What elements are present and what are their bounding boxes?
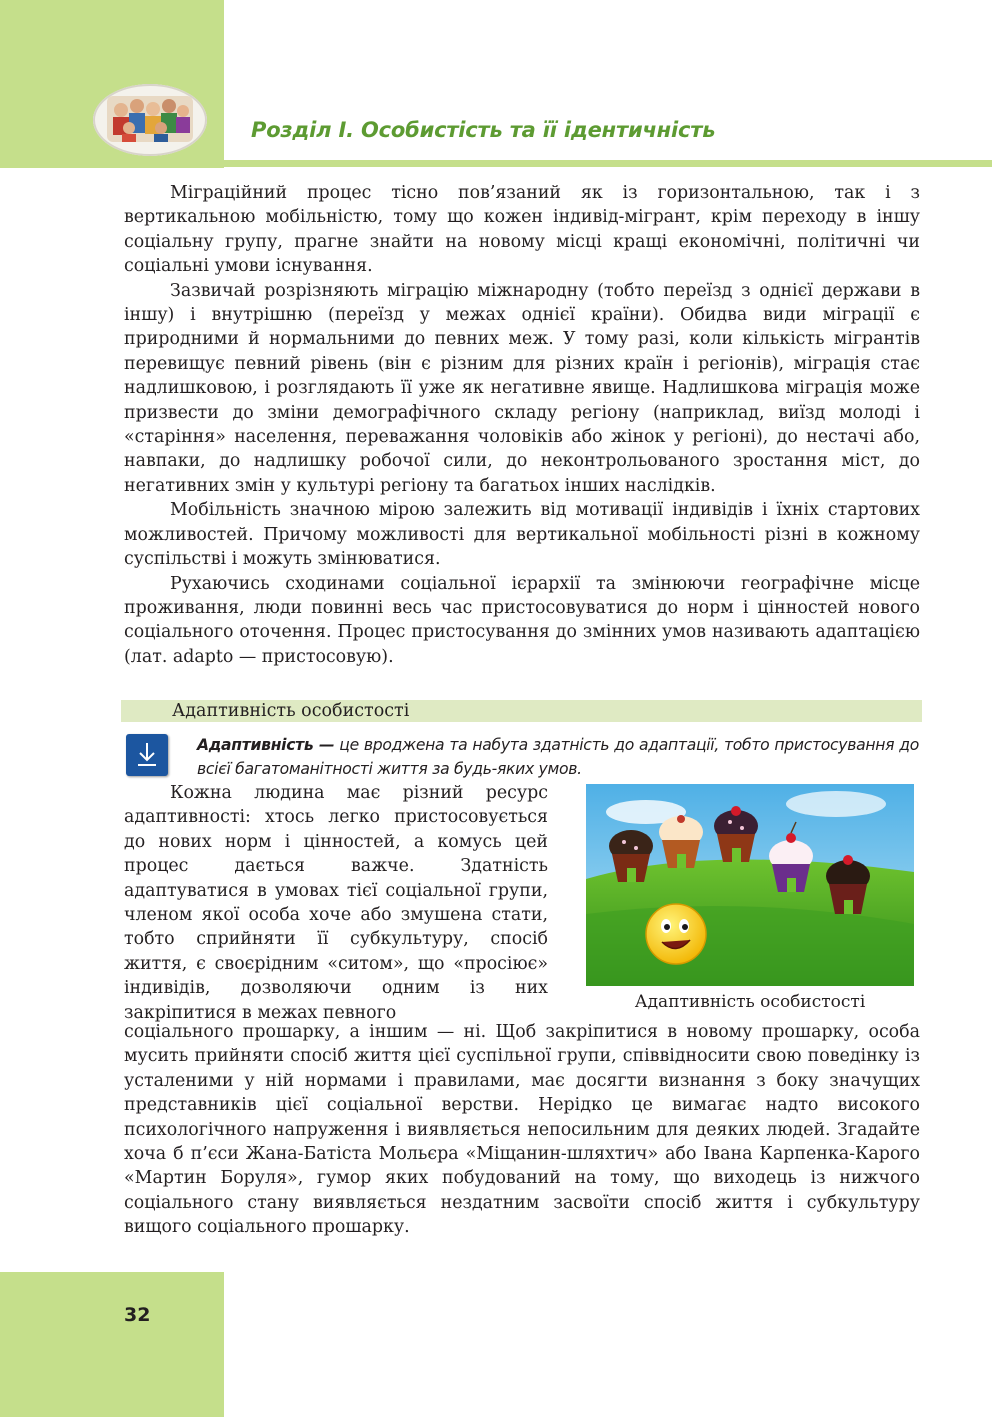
footer-green-block (0, 1272, 224, 1417)
paragraph: Кожна людина має різний ресурс адаптивності: хтось легко пристосовується до нових норм і цінностей, а комусь цей процес дається важче. Здатність адаптуватися в умовах тієї соціальної групи, членом якої особа хоче або змушена стати, тобто сприйняти її субкультуру, спосіб життя, є своєрідним «ситом», що «просіює» індивідів, дозволяючи одним із них закріпитися в межах певного (124, 783, 548, 1023)
intro-text-block (124, 181, 920, 669)
chapter-logo-image (93, 84, 207, 156)
paragraph: Рухаючись сходинами соціальної ієрархії та змінюючи географічне місце проживання, люди повинні весь час пристосовуватися до норм і цінностей нового соціального оточення. Процес пристосування до змінних умов називають адаптацією (лат. adapto — пристосовую). (124, 573, 920, 667)
definition-text (197, 734, 919, 781)
paragraph: соціального прошарку, а іншим — ні. Щоб закріпитися в новому прошарку, особа мусить прийняти спосіб життя цієї суспільної групи, співвідносити свою поведінку із усталеними у ній нормами і правилами, має досягти визнання з боку значущих представників цієї соціальної верстви. Нерідко це вимагає надто високого психологічного напруження і виявляється непосильним для деяких людей. Згадайте хоча б п’єси Жана-Батіста Мольєра «Міщанин-шляхтич» або Івана Карпенка-Карого «Мартин Боруля», гумор яких побудований на тому, що виходець із нижчого соціального стану виявляється нездатним засвоїти спосіб життя і субкультуру вищого соціального прошарку. (124, 1022, 920, 1238)
header-rule (224, 160, 992, 167)
adaptivity-illustration (586, 784, 914, 986)
paragraph: Мобільність значною мірою залежить від мотивації індивідів і їхніх стартових можливостей. Причому можливості для вертикальної мобільності різні в кожному суспільстві і можуть змінюватися. (124, 500, 920, 570)
paragraph: Зазвичай розрізняють міграцію міжнародну (тобто переїзд з однієї держави в іншу) і внутрішню (переїзд у межах однієї країни). Обидва види міграції є природними й нормальними до певних меж. У тому разі, коли кількість мігрантів перевищує певний рівень (він є різним для різних країн і регіонів), міграція стає надлишковою, і розглядають її уже як негативне явище. Надлишкова міграція може призвести до зміни демографічного складу регіону (наприклад, виїзд молоді і «старіння» населення, переважання чоловіків або жінок у регіоні), до нестачі або, навпаки, до надлишку робочої сили, до неконтрольованого зростання міст, до негативних змін у культурі регіону та багатьох інших наслідків. (124, 280, 920, 496)
definition-body: це вроджена та набута здатність до адаптації, тобто пристосування до всієї багатоманітності життя за будь-яких умов. (197, 736, 920, 778)
paragraph: Міграційний процес тісно пов’язаний як із горизонтальною, так і з вертикальною мобільністю, тому що кожен індивід-мігрант, крім переходу в іншу соціальну групу, прагне знайти на новому місці кращі економічні, політичні чи соціальні умови існування. (124, 183, 920, 277)
figure-caption: Адаптивність особистості (634, 992, 866, 1012)
chapter-title: Розділ І. Особистість та її ідентичність (251, 118, 716, 142)
definition-term: Адаптивність — (197, 736, 335, 754)
page-number: 32 (124, 1304, 151, 1326)
wrapped-text-block (124, 781, 548, 1025)
definition-icon (126, 734, 168, 776)
continuation-text-block (124, 1020, 920, 1240)
section-title: Адаптивність особистості (172, 701, 410, 721)
